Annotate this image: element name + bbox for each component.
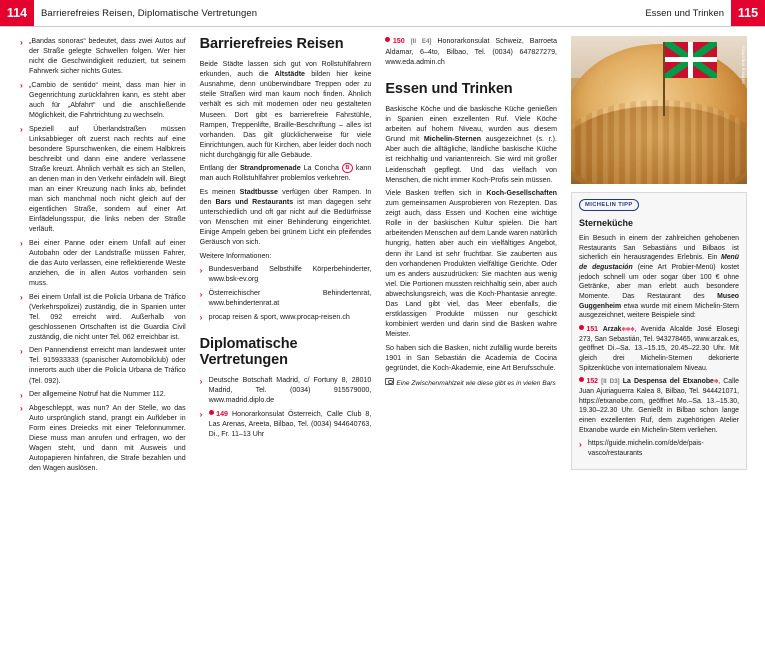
text-run: Es meinen [199, 187, 240, 196]
link-bullet [579, 439, 739, 458]
diplomatic-list [200, 375, 372, 439]
text-run: Entlang der [199, 164, 240, 173]
text-run: Honorarkonsulat Österreich, Calle Club 8, Las Arenas, Areeta, Bilbao, Tel. (0034) 944640763, Di., Fr. 11–13 Uhr [208, 409, 372, 439]
paragraph-accessible-1 [200, 59, 372, 160]
caption-text: Eine Zwischenmahlzeit wie diese gibt es in vielen Bars [396, 379, 556, 387]
camera-icon [385, 378, 394, 385]
paragraph-accessible-2 [200, 163, 372, 183]
column-2 [200, 36, 372, 634]
further-info-label: Weitere Informationen: [199, 251, 272, 260]
photo-crust-texture [571, 100, 747, 184]
list-item: › Der allgemeine Notruf hat die Nummer 112. [20, 389, 186, 399]
text-run: Ein Besuch in einem der zahlreichen gehobenen Restaurants San Sebastiáns und Bilbaos ist sicherlich ein herausragendes Erlebnis. Ein [578, 234, 739, 262]
text-run: zum gemeinsamen Ausprobieren von Rezepten. Das zeigt auch, dass Essen und Kochen eine wichtige Rolle in der baskischen Kultur spielen. Die hart arbeitenden Menschen auf dem Lande waren natürlich hungrig, hatten aber auch ein vielfältiges Angebot, denn ihr Land ist sehr fruchtbar. Sie zauberten aus den vorhandenen Produkten vielfältige Gerichte. Oder um es anders auszudrücken: Sie machten aus wenig viel. Die Portionen mussten reichhaltig sein, aber auch abwechslungsreich, was die Koch-Phantasie anregte. Das Land gibt viel, das Meer ebenfalls, die erstklassigen Produkte müssen nur geschickt kombiniert werden und darin sind die Basken wahre Meister. [385, 199, 557, 339]
poi-number: 150 [392, 37, 405, 45]
photo-credit: mauritius images [740, 46, 746, 84]
list-item: › Speziell auf Überlandstraßen müssen Linksabbieger oft zuerst nach rechts auf eine besondere Spurschwenken, die einem Halbkreis beschreibt und dann eine andere verlassene Straße kreuzt. Ähnlich verhält es sich an Stellen, an denen man in den Verkehr einfädeln will. Biegt man an einer Kreuzung nach links ab, befindet man sich manchmal noch nicht gleich auf der eigentlichen Straße, sondern auf einer Art Einfädelungsspur, die links neben der Straße verläuft. [20, 124, 186, 235]
poi-number: 152 [586, 378, 598, 386]
driving-tips-list [20, 36, 186, 473]
text-run: bilden hier keine Ausnahme, denn unüberwindbare Treppen oder zu steile Straßen wird man kaum noch finden. Ähnlich verhält es sich mit modernen oder neu gestalteten Museen. Dort gibt es barrierefreie Fahrstühle, Rampen, Treppenlifte, Braille-Beschriftung – alles ist vorhanden. Das gilt glücklicherweise für viele Einrichtungen, auch für Kirchen, aber leider doch noch nicht durchgängig für alle Gebäude. [199, 70, 372, 159]
header-title-right: Essen und Trinken [645, 7, 724, 19]
flag-white-stripe [688, 42, 693, 78]
list-item: › Bei einer Panne oder einem Unfall auf einer Autobahn oder der Landstraße müssen Fahrer, die das Auto verlassen, eine reflektierende Weste anziehen, die in allen Autos vorhanden sein muss. [20, 238, 186, 288]
poi-number: 151 [586, 325, 598, 333]
poi-grid-ref: [II E4] [410, 38, 432, 45]
text-run-bold: Strandpromenade [239, 164, 301, 173]
list-item [200, 409, 372, 439]
poi-dot-icon [209, 410, 214, 415]
text-run-bold: Stadtbusse [239, 187, 278, 196]
restaurant-entry-151 [579, 325, 739, 373]
paragraph-food-1 [385, 104, 557, 185]
poi-entry-150 [385, 36, 557, 67]
paragraph-food-3: So haben sich die Basken, nicht zufällig wurde bereits 1901 in San Sebastián die Academia de Cocina gegründet, die Koch-Akademie, eine Art Berufsschule. [385, 343, 557, 372]
marker-badge-b: B [342, 163, 353, 173]
column-container [20, 36, 747, 634]
column-3 [385, 36, 557, 634]
list-item: › Österreichischer Behindertenrat, www.behindertenrat.at [200, 288, 372, 308]
header-rule [0, 26, 765, 27]
text-run: La Concha [300, 164, 342, 173]
michelin-guide-link-row[interactable] [579, 439, 739, 458]
restaurant-name: Arzak [602, 325, 622, 333]
column-4 [571, 36, 747, 634]
tip-title: Sterneküche [578, 218, 634, 229]
restaurant-name: La Despensa del Etxanobe [622, 378, 714, 386]
poi-text: Honorarkonsulat Schweiz, Barroeta Aldamar, 6–4to, Bilbao, Tel. (0034) 647827279, www.eda.admin.ch [385, 37, 557, 66]
column-1 [20, 36, 186, 634]
text-run: (eine Art Probier-Menü) kostet jedoch schnell um oder sogar über 100 € ohne Getränke, aber man erlebt auch besondere Momente. Das Restaurant des [578, 263, 739, 300]
paragraph-accessible-3 [200, 187, 372, 247]
list-item: › Abgeschleppt, was nun? An der Stelle, wo das Auto ursprünglich stand, prangt ein Aufkleber in Form eines Dreiecks mit einer Telefonnummer. Diese muss man anrufen und erfragen, wo der Wagen steht, und dann mit Ausweis und Autopapieren hinfahren, die Strafe bezahlen und den Wagen auslösen. [20, 403, 186, 473]
text-run: etwa wurde mit einem Michelin-Stern ausgezeichnet, weitere Beispiele sind: [578, 302, 739, 320]
paragraph-food-2 [385, 188, 557, 339]
tip-body [579, 234, 739, 321]
poi-dot-icon [579, 325, 584, 330]
text-run-bold: Museo Guggenheim [578, 292, 739, 310]
list-item: › „Bandas sonoras“ bedeutet, dass zwei Autos auf der Straße gelegte Schwellen folgen. Wer hier nicht die Geschwindigkeit reduziert, tut seinem Fahrwerk sicher nichts Gutes. [20, 36, 186, 76]
michelin-tip-box [571, 192, 747, 470]
michelin-star-icon: ✻ [713, 379, 719, 386]
restaurant-details: , Avenida Alcalde José Elosegi 273, San Sebastián, Tel. 943278465, www.arzak.es, geöffnet Di.–Sa. 13.–15.15, 20.45–22.30 Uhr. Mit gleich drei Michelin-Sternen dekorierte Spitzenküche von internationalem Niveau. [578, 325, 739, 372]
michelin-tip-badge: MICHELIN TIPP [579, 199, 639, 211]
text-run: verfügen über Rampen. In den [199, 187, 372, 207]
folio-left: 114 [0, 0, 34, 26]
header-title-left: Barrierefreies Reisen, Diplomatische Vertretungen [41, 7, 258, 19]
michelin-guide-link[interactable]: https://guide.michelin.com/de/de/pais-vasco/restaurants [587, 440, 704, 458]
page-header [0, 0, 765, 26]
text-run: kann man auch Rollstuhlfahrer problemlos verkehren. [199, 164, 372, 183]
list-item: › Bundesverband Selbsthilfe Körperbehinderter, www.bsk-ev.org [200, 264, 372, 284]
text-run: Viele Basken treffen sich in [385, 189, 487, 198]
text-run: ist man dagegen sehr unterschiedlich und oft gar nicht auf die Bedürfnisse von Menschen mit einer Behinderung eingerichtet. Einige Ampeln geben bei grünem Licht ein pfeifendes Geräusch von sich. [199, 198, 372, 247]
further-info-list [200, 264, 372, 321]
poi-number: 149 [216, 409, 229, 418]
photo-caption [385, 378, 557, 389]
section-heading-diplomatic: Diplomatische Vertretungen [199, 335, 298, 368]
section-heading-food-drink: Essen und Trinken [385, 80, 513, 97]
list-item: › Deutsche Botschaft Madrid, c/ Fortuny 8, 28010 Madrid, Tel. (0034) 915579000, www.madrid.diplo.de [200, 375, 372, 405]
list-item: › „Cambio de sentido“ meint, dass man hier in Gegenrichtung zurückfahren kann, es steht aber auch für „Abfahrt“ und die anschließende Möglichkeit, die Fahrtrichtung zu wechseln. [20, 80, 186, 120]
poi-dot-icon [579, 377, 584, 382]
text-run-bold: Altstädte [274, 70, 306, 79]
poi-dot-icon [385, 37, 390, 42]
poi-grid-ref: [II D3] [601, 378, 620, 386]
text-run-bold: Bars und Restaurants [215, 198, 294, 207]
photo-pintxos [571, 36, 747, 184]
text-run-bold: Koch-Gesellschaften [486, 189, 557, 198]
section-heading-accessible-travel: Barrierefreies Reisen [199, 36, 344, 52]
text-run: ausgezeichnet (s. r.). Aber auch die alltägliche, ländliche baskische Küche ist reichhaltig und variantenreich. Sie wird mit großer Leidenschaft gepflegt. Und das vielfach von Menschen, die nicht immer Koch-Profis sein müssen. [385, 135, 557, 184]
list-item: › procap reisen & sport, www.procap-reisen.ch [200, 312, 372, 322]
basque-flag-icon [665, 42, 717, 78]
restaurant-entry-152 [579, 377, 739, 435]
michelin-star-icon: ✻✻✻ [621, 326, 635, 333]
list-item: › Den Pannendienst erreicht man landesweit unter Tel. 915933333 (spanischer Automobilclub) oder innerorts auch über die Policía Urbana de Tráfico (Tel. 092). [20, 345, 186, 385]
folio-right: 115 [731, 0, 765, 26]
text-run: Beide Städte lassen sich gut von Rollstuhlfahrern erkunden, auch die [199, 60, 372, 79]
list-item: › Bei einem Unfall ist die Policía Urbana de Tráfico (Verkehrspolizei) zuständig, die in Spanien unter Tel. 092 erreicht wird. Außerhalb von geschlossenen Ortschaften ist die Guardia Civil zuständig, die nicht unter Tel. 062 erreichbar ist. [20, 292, 186, 342]
text-run-italic: Menü de degustación [578, 254, 739, 271]
restaurant-details: , Calle Juan Ajuriaguerra Kalea 8, Bilbao, Tel. 944421071, https://etxanobe.com, geöffnet Mo.–Sa. 13.–15.30, 19.30–22.30 Uhr. Genießt in Bilbao schon lange einen exzellenten Ruf, dem zugehörigen Atelier Etxanobe wurde ein Michelin-Stern verliehen. [578, 378, 739, 434]
text-run: Baskische Köche und die baskische Küche genießen in Spanien einen exzellenten Ruf. Viele Köche arbeiten auf hohem Niveau, wurden aus diesem Grund mit [385, 105, 557, 144]
text-run-bold: Michelin-Sternen [423, 135, 482, 144]
